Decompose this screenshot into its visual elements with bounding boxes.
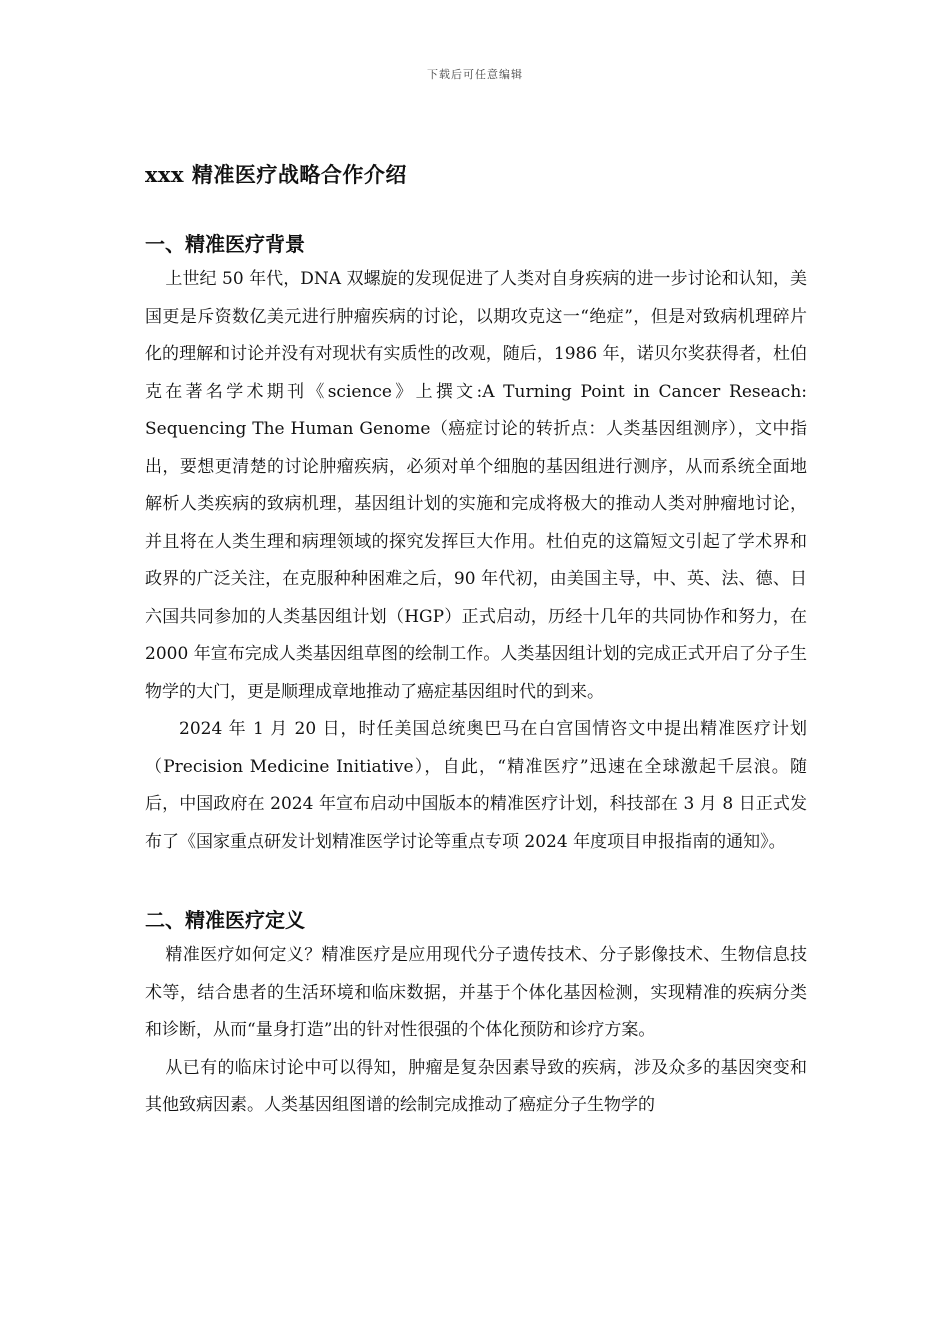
paragraph: 上世纪 50 年代，DNA 双螺旋的发现促进了人类对自身疾病的进一步讨论和认知，美国更是斥资数亿美元进行肿瘤疾病的讨论，以期攻克这一“绝症”，但是对致病机理碎片化的理解和讨论并没有对现状有实质性的改观，随后，1986 年，诺贝尔奖获得者，杜伯克在著名学术期刊《science》上撰文:A Turning Point in Cancer Reseach: Sequencing The Human Genome（癌症讨论的转折点：人类基因组测序），文中指出，要想更清楚的讨论肿瘤疾病，必须对单个细胞的基因组进行测序，从而系统全面地解析人类疾病的致病机理，基因组计划的实施和完成将极大的推动人类对肿瘤地讨论，并且将在人类生理和病理领域的探究发挥巨大作用。杜伯克的这篇短文引起了学术界和政界的广泛关注，在克服种种困难之后，90 年代初，由美国主导，中、英、法、德、日六国共同参加的人类基因组计划（HGP）正式启动，历经十几年的共同协作和努力，在 2000 年宣布完成人类基因组草图的绘制工作。人类基因组计划的完成正式开启了分子生物学的大门，更是顺理成章地推动了癌症基因组时代的到来。 (145, 269, 807, 702)
paragraph: 从已有的临床讨论中可以得知，肿瘤是复杂因素导致的疾病，涉及众多的基因突变和其他致病因素。人类基因组图谱的绘制完成推动了癌症分子生物学的 (145, 1057, 807, 1115)
section-heading: 二、精准医疗定义 (145, 908, 305, 932)
document-body (145, 155, 807, 1125)
paragraph: 2024 年 1 月 20 日，时任美国总统奥巴马在白宫国情咨文中提出精准医疗计划（Precision Medicine Initiative），自此，“精准医疗”迅速在全球激起千层浪。随后，中国政府在 2024 年宣布启动中国版本的精准医疗计划，科技部在 3 月 8 日正式发布了《国家重点研发计划精准医学讨论等重点专项 2024 年度项目申报指南的通知》。 (145, 719, 807, 852)
page-header-note: 下载后可任意编辑 (427, 68, 523, 81)
section-heading: 一、精准医疗背景 (145, 232, 305, 256)
section-background (145, 227, 807, 861)
paragraph: 精准医疗如何定义？精准医疗是应用现代分子遗传技术、分子影像技术、生物信息技术等，结合患者的生活环境和临床数据，并基于个体化基因检测，实现精准的疾病分类和诊断，从而“量身打造”出的针对性很强的个体化预防和诊疗方案。 (145, 945, 807, 1040)
section-definition (145, 903, 807, 1125)
document-title: xxx 精准医疗战略合作介绍 (145, 162, 407, 187)
